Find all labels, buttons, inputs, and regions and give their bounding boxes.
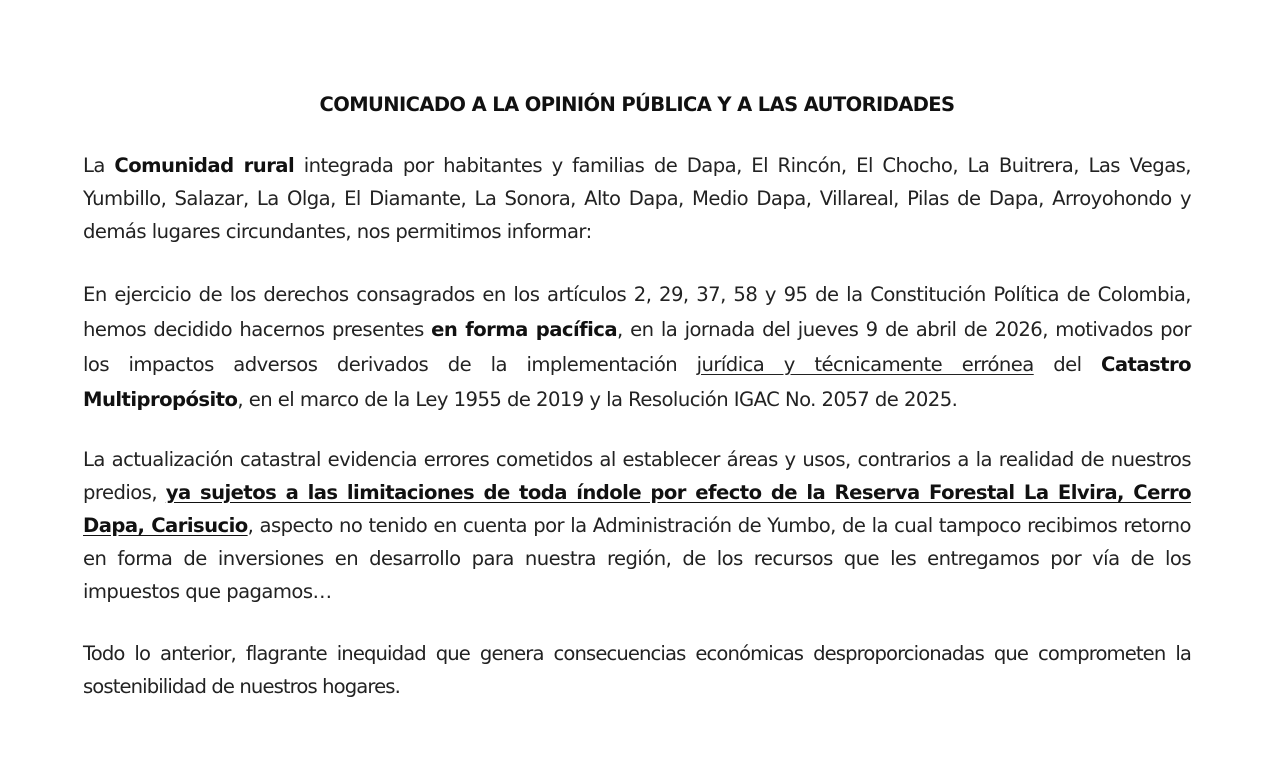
- paragraph-rights: [83, 277, 1191, 417]
- underlined-text-juridica: jurídica y técnicamente errónea: [696, 353, 1034, 376]
- text-segment: del: [1033, 353, 1102, 376]
- text-segment: , en el marco de la Ley 1955 de 2019 y la Resolución IGAC No. 2057 de 2025.: [237, 388, 958, 411]
- paragraph-actualizacion: [83, 443, 1191, 608]
- text-segment: , aspecto no tenido en cuenta por la Administración de Yumbo, de la cual tampoco recibimos retorno en forma de inversiones en desarrollo para nuestra región, de los recursos que les entregamos por vía de los impuestos que pagamos…: [83, 514, 1191, 603]
- text-segment: La actualización catastral evidencia errores cometidos al establecer áreas y usos, contrarios a la realidad de nuestros predios,: [83, 448, 1191, 504]
- bold-text-forma-pacifica: en forma pacífica: [431, 318, 618, 341]
- text-segment: , en la jornada del jueves 9 de abril de 2026, motivados por los impactos adversos derivados de la implementación: [83, 318, 1191, 376]
- text-segment: La: [83, 154, 115, 177]
- document-page: [83, 88, 1191, 732]
- document-title: COMUNICADO A LA OPINIÓN PÚBLICA Y A LAS AUTORIDADES: [319, 93, 955, 116]
- paragraph-intro: [83, 149, 1191, 248]
- bold-text-comunidad-rural: Comunidad rural: [114, 154, 295, 177]
- text-segment: integrada por habitantes y familias de Dapa, El Rincón, El Chocho, La Buitrera, Las Vegas, Yumbillo, Salazar, La Olga, El Diamante, La Sonora, Alto Dapa, Medio Dapa, Villareal, Pilas de Dapa, Arroyohondo y demás lugares circundantes, nos permitimos informar:: [83, 154, 1191, 243]
- text-segment: Todo lo anterior, flagrante inequidad que genera consecuencias económicas desproporcionadas que comprometen la sostenibilidad de nuestros hogares.: [83, 642, 1191, 698]
- bold-text-catastro: Catastro Multipropósito: [83, 353, 1191, 411]
- bold-underlined-text-reserva: ya sujetos a las limitaciones de toda índole por efecto de la Reserva Forestal La Elvira, Cerro Dapa, Carisucio: [83, 481, 1191, 537]
- paragraph-conclusion: [83, 637, 1191, 703]
- text-segment: En ejercicio de los derechos consagrados en los artículos 2, 29, 37, 58 y 95 de la Constitución Política de Colombia, hemos decidido hacernos presentes: [83, 283, 1191, 341]
